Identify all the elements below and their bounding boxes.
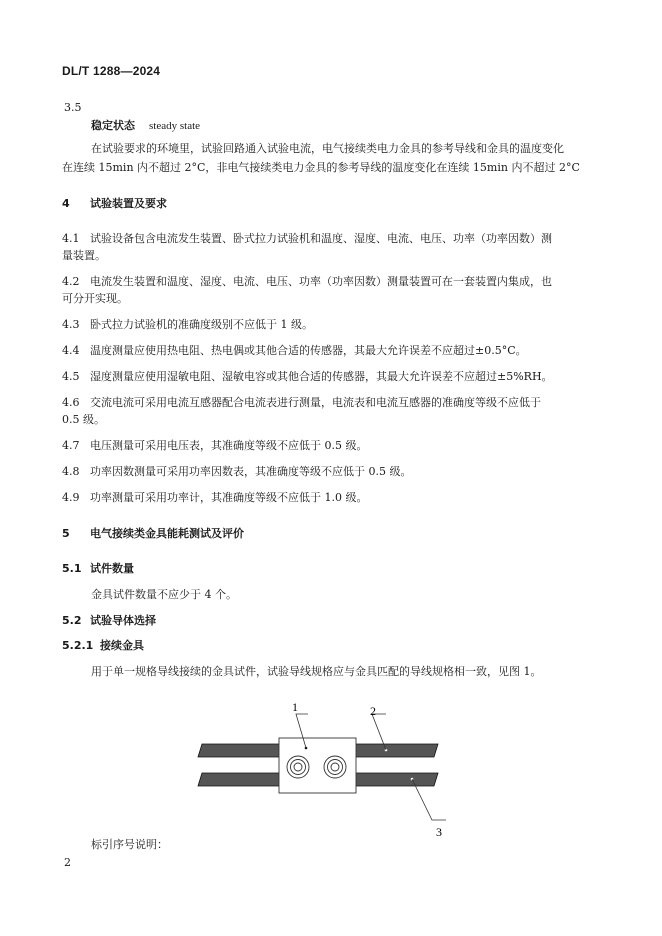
document-code-header: DL/T 1288—2024: [62, 64, 161, 78]
definition-line-2: 在连续 15min 内不超过 2°C，非电气接续类电力金具的参考导线的温度变化在连续 15min 内不超过 2°C: [62, 161, 580, 174]
clause-text: 功率测量可采用功率计，其准确度等级不应低于 1.0 级。: [90, 491, 368, 504]
clause-number: 4.9: [62, 491, 80, 504]
clause-number: 4.2: [62, 275, 80, 288]
figure-label-2: 2: [370, 704, 376, 718]
section-5-number: 5: [62, 527, 70, 540]
clause-title: 试验导体选择: [90, 614, 156, 627]
clause-number: 4.3: [62, 318, 80, 331]
clause-text: 卧式拉力试验机的准确度级别不应低于 1 级。: [90, 318, 313, 331]
clause-text: 试验设备包含电流发生装置、卧式拉力试验机和温度、湿度、电流、电压、功率（功率因数）测: [90, 232, 552, 245]
page-number: 2: [64, 856, 71, 869]
figure-label-3: 3: [436, 825, 442, 839]
definition-line-1: 在试验要求的环境里，试验回路通入试验电流，电气接续类电力金具的参考导线和金具的温度变化: [91, 142, 564, 155]
clause-title: 试件数量: [90, 562, 134, 575]
clause-number: 5.2: [62, 614, 82, 627]
clause-number: 4.6: [62, 396, 80, 409]
clause-5-1-text: 金具试件数量不应少于 4 个。: [91, 588, 237, 601]
clause-number: 5.2.1: [62, 639, 94, 652]
clause-text: 电压测量可采用电压表，其准确度等级不应低于 0.5 级。: [90, 439, 368, 452]
clause-text: 功率因数测量可采用功率因数表，其准确度等级不应低于 0.5 级。: [90, 465, 412, 478]
clause-text: 温度测量应使用热电阻、热电偶或其他合适的传感器，其最大允许误差不应超过±0.5°C。: [90, 344, 527, 357]
term-english: steady state: [149, 120, 201, 132]
clause-4-2-continuation: 可分开实现。: [62, 292, 128, 305]
clause-text: 电流发生装置和温度、湿度、电流、电压、功率（功率因数）测量装置可在一套装置内集成，也: [90, 275, 552, 288]
clause-number: 4.5: [62, 370, 80, 383]
term-chinese: 稳定状态: [91, 119, 135, 132]
clause-4-1-continuation: 量装置。: [62, 249, 106, 262]
clause-text: 交流电流可采用电流互感器配合电流表进行测量，电流表和电流互感器的准确度等级不应低于: [90, 396, 541, 409]
clause-number: 4.8: [62, 465, 80, 478]
section-5-title: 电气接续类金具能耗测试及评价: [90, 527, 244, 540]
section-4-title: 试验装置及要求: [90, 197, 167, 210]
clause-number: 4.1: [62, 232, 80, 245]
clause-title: 接续金具: [100, 639, 144, 652]
clause-number: 4.7: [62, 439, 80, 452]
legend-title: 标引序号说明：: [91, 838, 168, 851]
clause-number-3-5: 3.5: [64, 101, 82, 114]
section-4-number: 4: [62, 197, 70, 210]
clause-number: 5.1: [62, 562, 82, 575]
clause-4-6-continuation: 0.5 级。: [62, 413, 105, 426]
clause-5-2-1-text: 用于单一规格导线接续的金具试件，试验导线规格应与金具匹配的导线规格相一致，见图 1。: [91, 665, 542, 678]
figure-label-1: 1: [292, 700, 298, 714]
clause-number: 4.4: [62, 344, 80, 357]
clause-text: 湿度测量应使用湿敏电阻、湿敏电容或其他合适的传感器，其最大允许误差不应超过±5%RH。: [90, 370, 553, 383]
